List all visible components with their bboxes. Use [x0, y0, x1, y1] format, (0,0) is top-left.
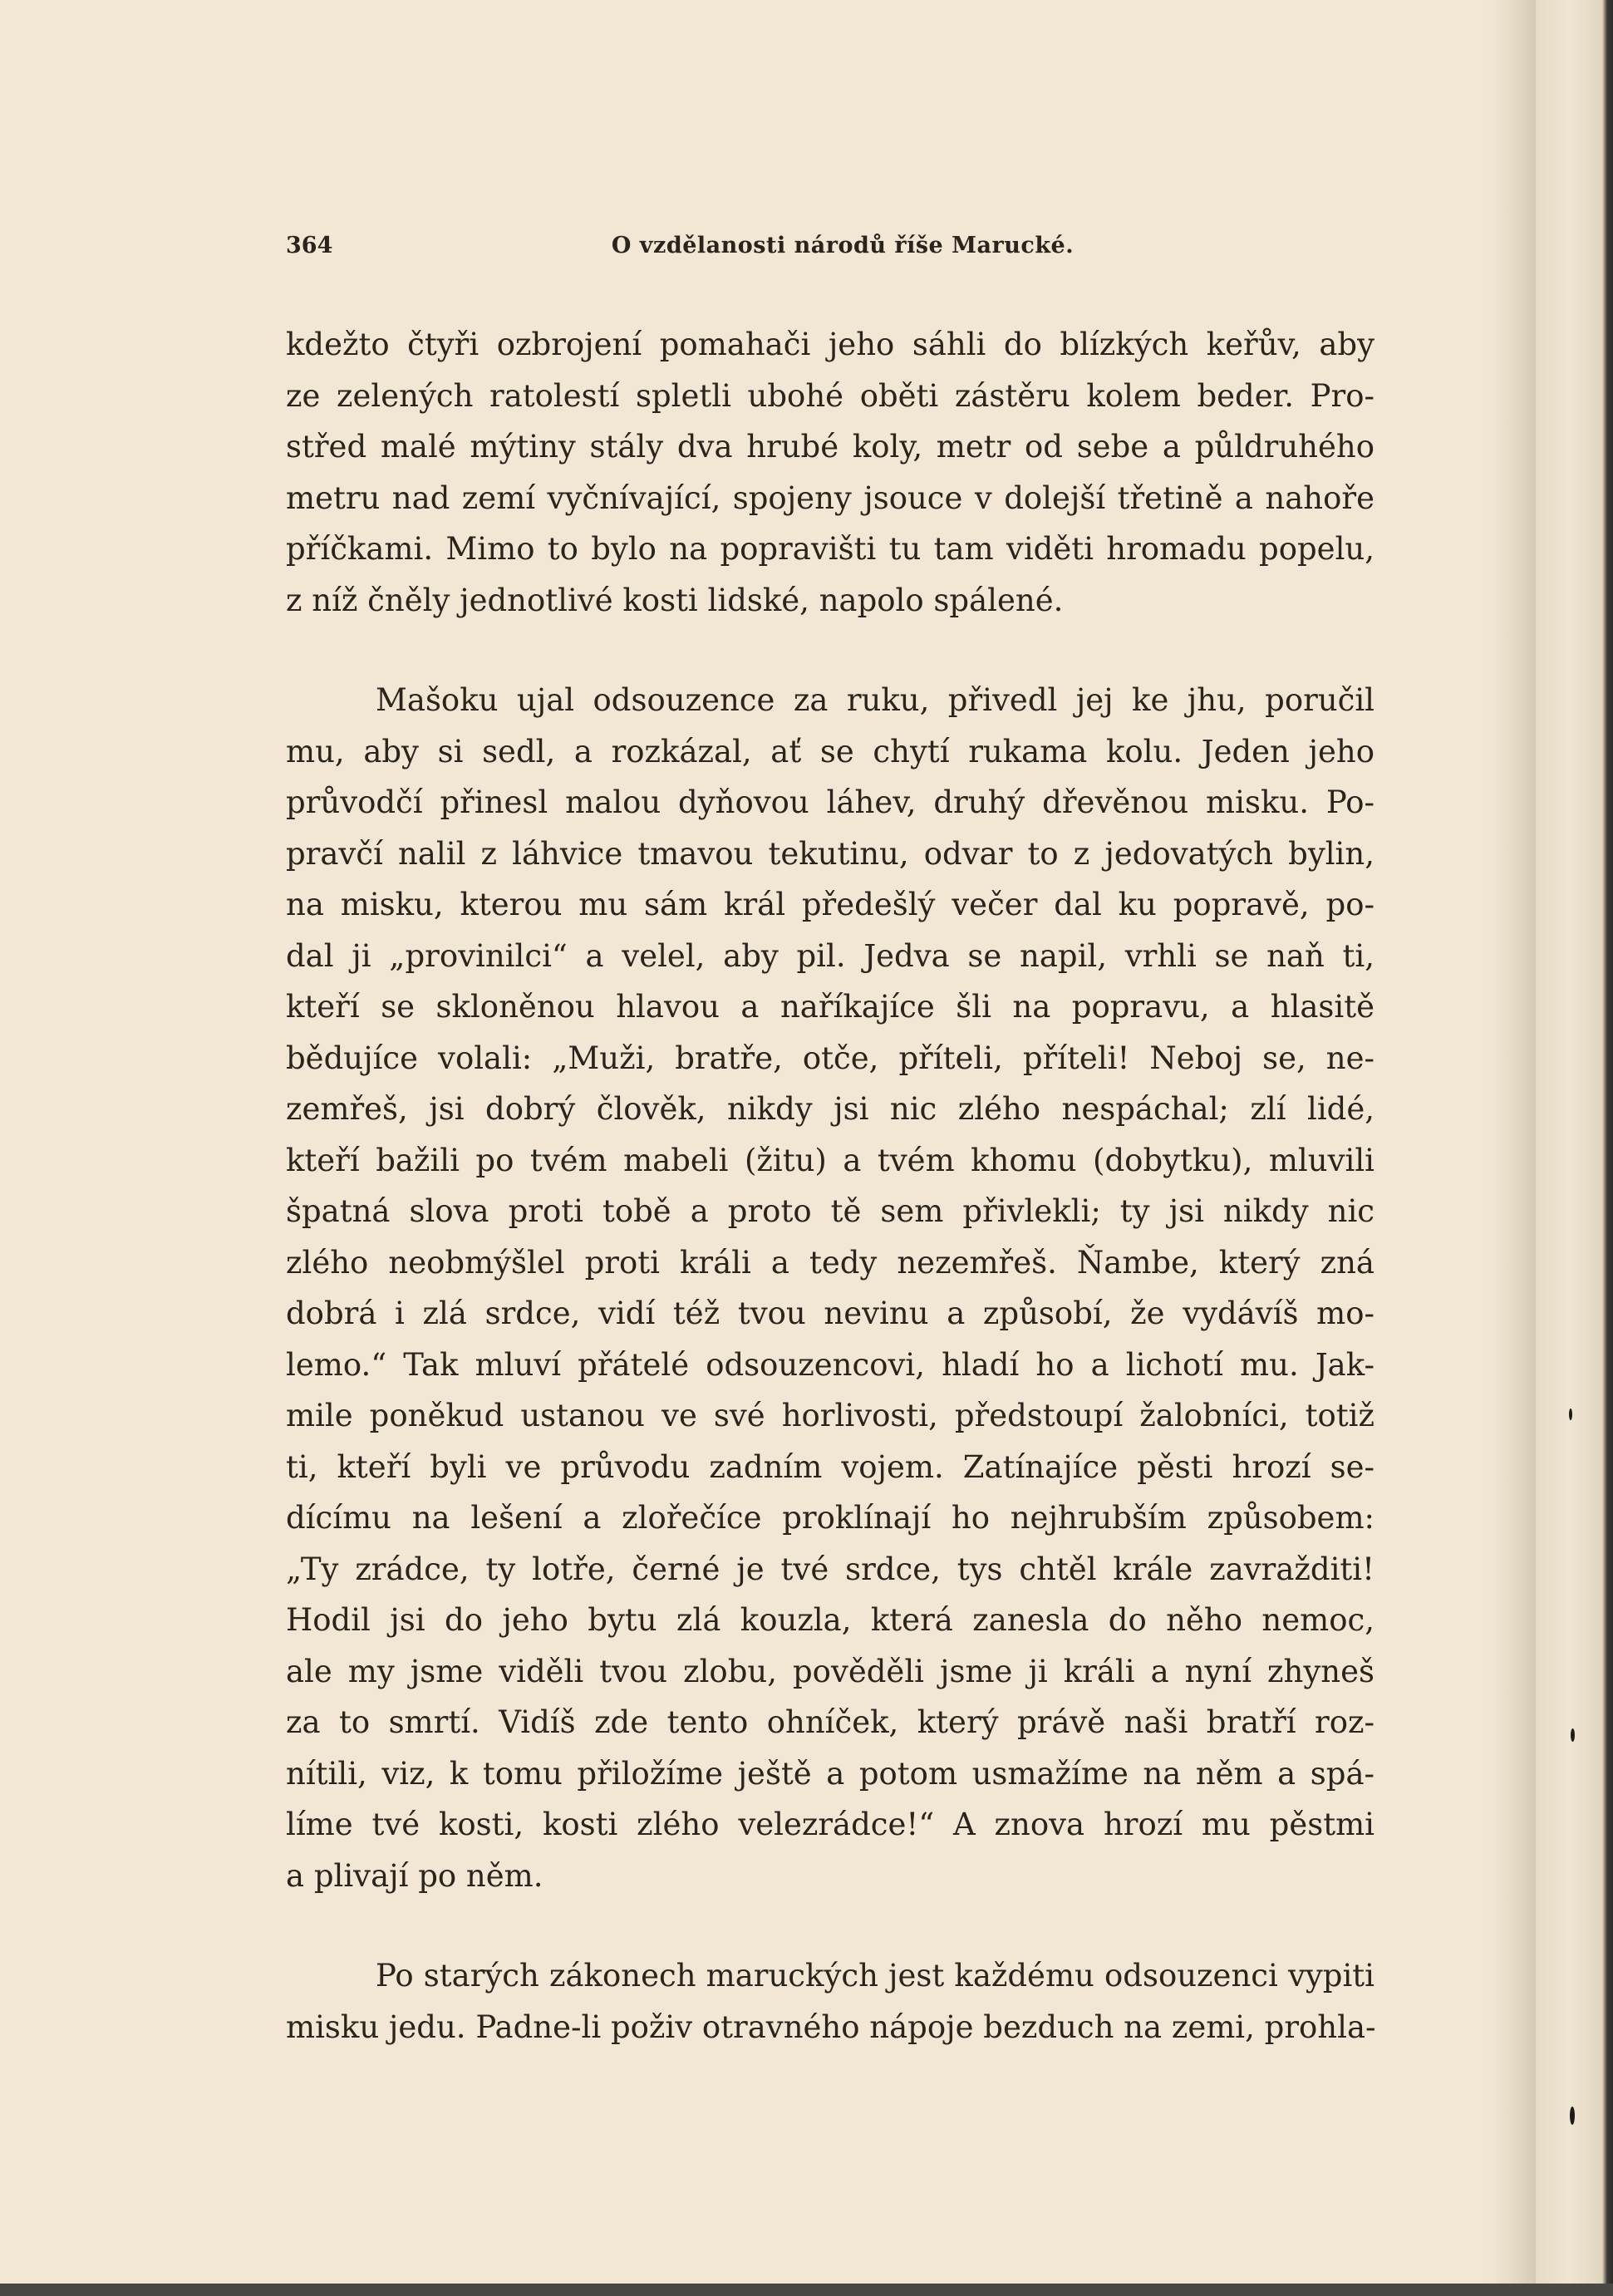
text-line: mu, aby si sedl, a rozkázal, ať se chytí rukama kolu. Jeden jeho: [286, 733, 1374, 769]
text-line: ti, kteří byli ve průvodu zadním vojem. Zatínajíce pěsti hrozí se-: [286, 1448, 1374, 1485]
text-line: bědujíce volali: „Muži, bratře, otče, příteli, příteli! Neboj se, ne-: [286, 1040, 1374, 1076]
text-line: zlého neobmýšlel proti králi a tedy nezemřeš. Ňambe, který zná: [286, 1244, 1374, 1281]
paragraph-3: [286, 1950, 1374, 2053]
text-line: metru nad zemí vyčnívající, spojeny jsouce v dolejší třetině a nahoře: [286, 479, 1374, 516]
page-fold-shadow: [1488, 0, 1536, 2284]
running-title: O vzdělanosti národů říše Marucké.: [611, 233, 1075, 258]
page-edge: [1536, 0, 1613, 2296]
text-line: pravčí nalil z láhvice tmavou tekutinu, odvar to z jedovatých bylin,: [286, 835, 1374, 872]
paragraph-2: [286, 675, 1374, 1901]
ink-speck: [1569, 1409, 1572, 1420]
text-line: zemřeš, jsi dobrý člověk, nikdy jsi nic zlého nespáchal; zlí lidé,: [286, 1091, 1374, 1127]
text-line: „Ty zrádce, ty lotře, černé je tvé srdce, tys chtěl krále zavražditi!: [286, 1551, 1374, 1587]
text-line: líme tvé kosti, kosti zlého velezrádce!“ A znova hrozí mu pěstmi: [286, 1807, 1374, 1842]
text-line: Hodil jsi do jeho bytu zlá kouzla, která zanesla do něho nemoc,: [286, 1602, 1374, 1638]
text-line: za to smrtí. Vidíš zde tento ohníček, který právě naši bratří roz-: [286, 1704, 1374, 1740]
text-line: mile poněkud ustanou ve své horlivosti, předstoupí žalobníci, totiž: [286, 1398, 1374, 1433]
body-text: [286, 319, 1374, 2053]
text-line: průvodčí přinesl malou dyňovou láhev, druhý dřevěnou misku. Po-: [286, 784, 1374, 820]
text-line: lemo.“ Tak mluví přátelé odsouzencovi, hladí ho a lichotí mu. Jak-: [286, 1346, 1374, 1383]
text-line: na misku, kterou mu sám král předešlý večer dal ku popravě, po-: [286, 887, 1374, 922]
text-line: ze zelených ratolestí spletli ubohé oběti zástěru kolem beder. Pro-: [286, 377, 1374, 414]
text-line: dal ji „provinilci“ a velel, aby pil. Jedva se napil, vrhli se naň ti,: [286, 937, 1374, 974]
text-line: ale my jsme viděli tvou zlobu, pověděli jsme ji králi a nyní zhyneš: [286, 1653, 1374, 1689]
text-line: dobrá i zlá srdce, vidí též tvou nevinu a způsobí, že vydávíš mo-: [286, 1295, 1374, 1331]
text-line: Mašoku ujal odsouzence za ruku, přivedl jej ke jhu, poručil: [376, 682, 1374, 718]
paragraph-gap: [286, 1901, 1374, 1950]
text-line: kteří bažili po tvém mabeli (žitu) a tvém khomu (dobytku), mluvili: [286, 1142, 1374, 1178]
text-line: misku jedu. Padne-li poživ otravného nápoje bezduch na zemi, prohla-: [286, 2008, 1376, 2045]
running-header: [286, 233, 1374, 274]
paragraph-1: [286, 319, 1374, 626]
text-line: kteří se skloněnou hlavou a naříkajíce šli na popravu, a hlasitě: [286, 989, 1374, 1025]
text-line: špatná slova proti tobě a proto tě sem přivlekli; ty jsi nikdy nic: [286, 1193, 1374, 1229]
text-line: dícímu na lešení a zlořečíce proklínají ho nejhrubším způsobem:: [286, 1500, 1374, 1536]
text-line: z níž čněly jednotlivé kosti lidské, napolo spálené.: [286, 582, 1064, 618]
text-line: nítili, viz, k tomu přiložíme ještě a potom usmažíme na něm a spá-: [286, 1755, 1374, 1792]
text-line: a plivají po něm.: [286, 1857, 543, 1894]
text-line: střed malé mýtiny stály dva hrubé koly, metr od sebe a půldruhého: [286, 429, 1374, 465]
ink-speck: [1570, 2107, 1575, 2125]
page-number: 364: [286, 233, 333, 258]
paragraph-gap: [286, 626, 1374, 675]
scan-border: [0, 2284, 1613, 2296]
ink-speck: [1571, 1728, 1575, 1742]
text-line: příčkami. Mimo to bylo na popravišti tu tam viděti hromadu popelu,: [286, 531, 1374, 567]
text-line: kdežto čtyři ozbrojení pomahači jeho sáhli do blízkých keřův, aby: [286, 327, 1374, 362]
text-line: Po starých zákonech maruckých jest každému odsouzenci vypiti: [376, 1958, 1374, 1994]
